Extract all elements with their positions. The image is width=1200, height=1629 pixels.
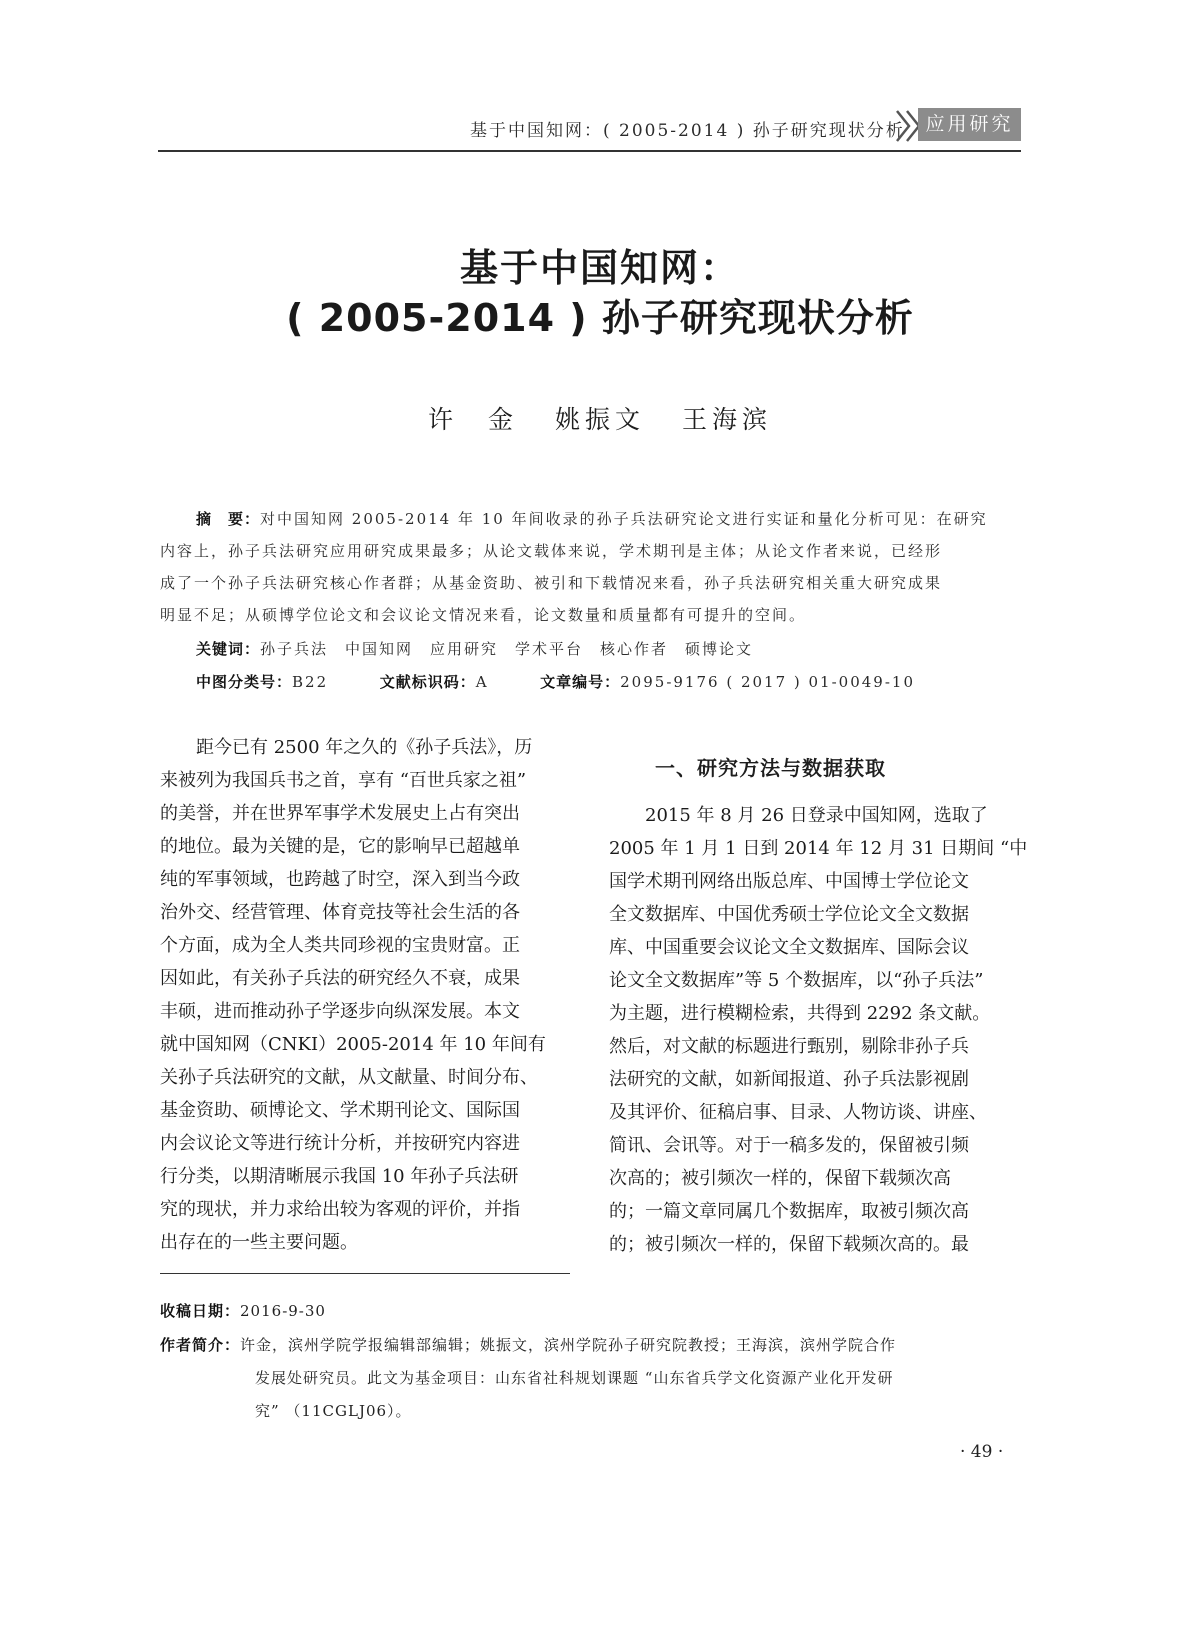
- received-value: 2016-9-30: [240, 1302, 326, 1320]
- section-tag: 应用研究: [918, 108, 1021, 141]
- text-line: 纯的军事领域，也跨越了时空，深入到当今政: [160, 869, 520, 890]
- text-line: 个方面，成为全人类共同珍视的宝贵财富。正: [160, 935, 520, 956]
- article-number-label: 文章编号：: [540, 673, 621, 691]
- text-line: 丰硕，进而推动孙子学逐步向纵深发展。本文: [160, 1001, 520, 1022]
- clc-label: 中图分类号：: [196, 673, 293, 691]
- text-line: 论文全文数据库”等 5 个数据库，以“孙子兵法”: [609, 970, 984, 991]
- author-list: [0, 400, 1200, 436]
- abstract-line: 成了一个孙子兵法研究核心作者群；从基金资助、被引和下载情况来看，孙子兵法研究相关重大研究成果: [160, 574, 943, 592]
- abstract-line: [196, 508, 988, 529]
- text-line: 简讯、会讯等。对于一稿多发的，保留被引频: [609, 1135, 969, 1156]
- abstract-line: 内容上，孙子兵法研究应用研究成果最多；从论文载体来说，学术期刊是主体；从论文作者来说，已经形: [160, 542, 943, 560]
- text-line: 的；一篇文章同属几个数据库，取被引频次高: [609, 1201, 969, 1222]
- author-bio-line: [160, 1334, 896, 1355]
- author-name: 姚振文: [554, 405, 645, 434]
- received-label: 收稿日期：: [160, 1302, 241, 1320]
- text-line: 为主题，进行模糊检索，共得到 2292 条文献。: [609, 1003, 991, 1024]
- text-line: 的；被引频次一样的，保留下载频次高的。最: [609, 1234, 969, 1255]
- running-header-title: 基于中国知网：( 2005-2014 ) 孙子研究现状分析: [470, 121, 905, 141]
- section-heading: 一、研究方法与数据获取: [655, 756, 886, 780]
- clc-value: B22: [292, 673, 329, 691]
- text-line: 究的现状，并力求给出较为客观的评价，并指: [160, 1199, 520, 1220]
- text-line: 关孙子兵法研究的文献，从文献量、时间分布、: [160, 1067, 538, 1088]
- text-line: 全文数据库、中国优秀硕士学位论文全文数据: [609, 904, 969, 925]
- received-date-line: [160, 1300, 326, 1321]
- text-line: 国学术期刊网络出版总库、中国博士学位论文: [609, 871, 969, 892]
- text-line: 距今已有 2500 年之久的《孙子兵法》，历: [160, 737, 533, 758]
- abstract-text: 对中国知网 2005-2014 年 10 年间收录的孙子兵法研究论文进行实证和量化分析可见：在研究: [260, 510, 988, 528]
- footnote-divider: [160, 1273, 570, 1274]
- author-bio-line: 发展处研究员。此文为基金项目：山东省社科规划课题 “山东省兵学文化资源产业化开发研: [255, 1369, 894, 1387]
- header-divider: [158, 150, 1021, 152]
- text-line: 内会议论文等进行统计分析，并按研究内容进: [160, 1133, 520, 1154]
- abstract-label: 摘 要：: [196, 510, 261, 528]
- section-1-paragraph: [609, 799, 1029, 1261]
- article-title-line-1: 基于中国知网：: [459, 246, 740, 290]
- text-line: 出存在的一些主要问题。: [160, 1232, 358, 1253]
- text-line: 及其评价、征稿启事、目录、人物访谈、讲座、: [609, 1102, 987, 1123]
- text-line: 行分类，以期清晰展示我国 10 年孙子兵法研: [160, 1166, 519, 1187]
- author-bio-line: 究” （11CGLJ06）。: [255, 1402, 412, 1420]
- article-number-value: 2095-9176 ( 2017 ) 01-0049-10: [620, 673, 915, 691]
- text-line: 治外交、经营管理、体育竞技等社会生活的各: [160, 902, 520, 923]
- doc-code-value: A: [475, 673, 489, 691]
- text-line: 来被列为我国兵书之首，享有 “百世兵家之祖”: [160, 770, 527, 791]
- text-line: 库、中国重要会议论文全文数据库、国际会议: [609, 937, 969, 958]
- intro-paragraph: [160, 731, 570, 1259]
- article-title-line-2: ( 2005-2014 ) 孙子研究现状分析: [286, 296, 914, 340]
- text-line: 基金资助、硕博论文、学术期刊论文、国际国: [160, 1100, 520, 1121]
- bio-text: 许金，滨州学院学报编辑部编辑；姚振文，滨州学院孙子研究院教授；王海滨，滨州学院合作: [240, 1336, 897, 1354]
- text-line: 次高的；被引频次一样的，保留下载频次高: [609, 1168, 951, 1189]
- keywords-line: [196, 638, 753, 659]
- page-number: · 49 ·: [960, 1442, 1004, 1462]
- author-name: 许 金: [428, 405, 519, 434]
- abstract-line: 明显不足；从硕博学位论文和会议论文情况来看，论文数量和质量都有可提升的空间。: [160, 606, 807, 624]
- text-line: 因如此，有关孙子兵法的研究经久不衰，成果: [160, 968, 520, 989]
- text-line: 然后，对文献的标题进行甄别，剔除非孙子兵: [609, 1036, 969, 1057]
- text-line: 就中国知网（CNKI）2005-2014 年 10 年间有: [160, 1034, 546, 1055]
- keywords-label: 关键词：: [196, 640, 261, 658]
- bio-label: 作者简介：: [160, 1336, 241, 1354]
- keywords-text: 孙子兵法 中国知网 应用研究 学术平台 核心作者 硕博论文: [260, 640, 754, 658]
- text-line: 2015 年 8 月 26 日登录中国知网，选取了: [609, 805, 988, 826]
- classification-line: [196, 671, 915, 692]
- doc-code-label: 文献标识码：: [379, 673, 476, 691]
- text-line: 的美誉，并在世界军事学术发展史上占有突出: [160, 803, 520, 824]
- text-line: 的地位。最为关键的是，它的影响早已超越单: [160, 836, 520, 857]
- author-name: 王海滨: [681, 405, 772, 434]
- text-line: 法研究的文献，如新闻报道、孙子兵法影视剧: [609, 1069, 969, 1090]
- text-line: 2005 年 1 月 1 日到 2014 年 12 月 31 日期间 “中: [609, 838, 1028, 859]
